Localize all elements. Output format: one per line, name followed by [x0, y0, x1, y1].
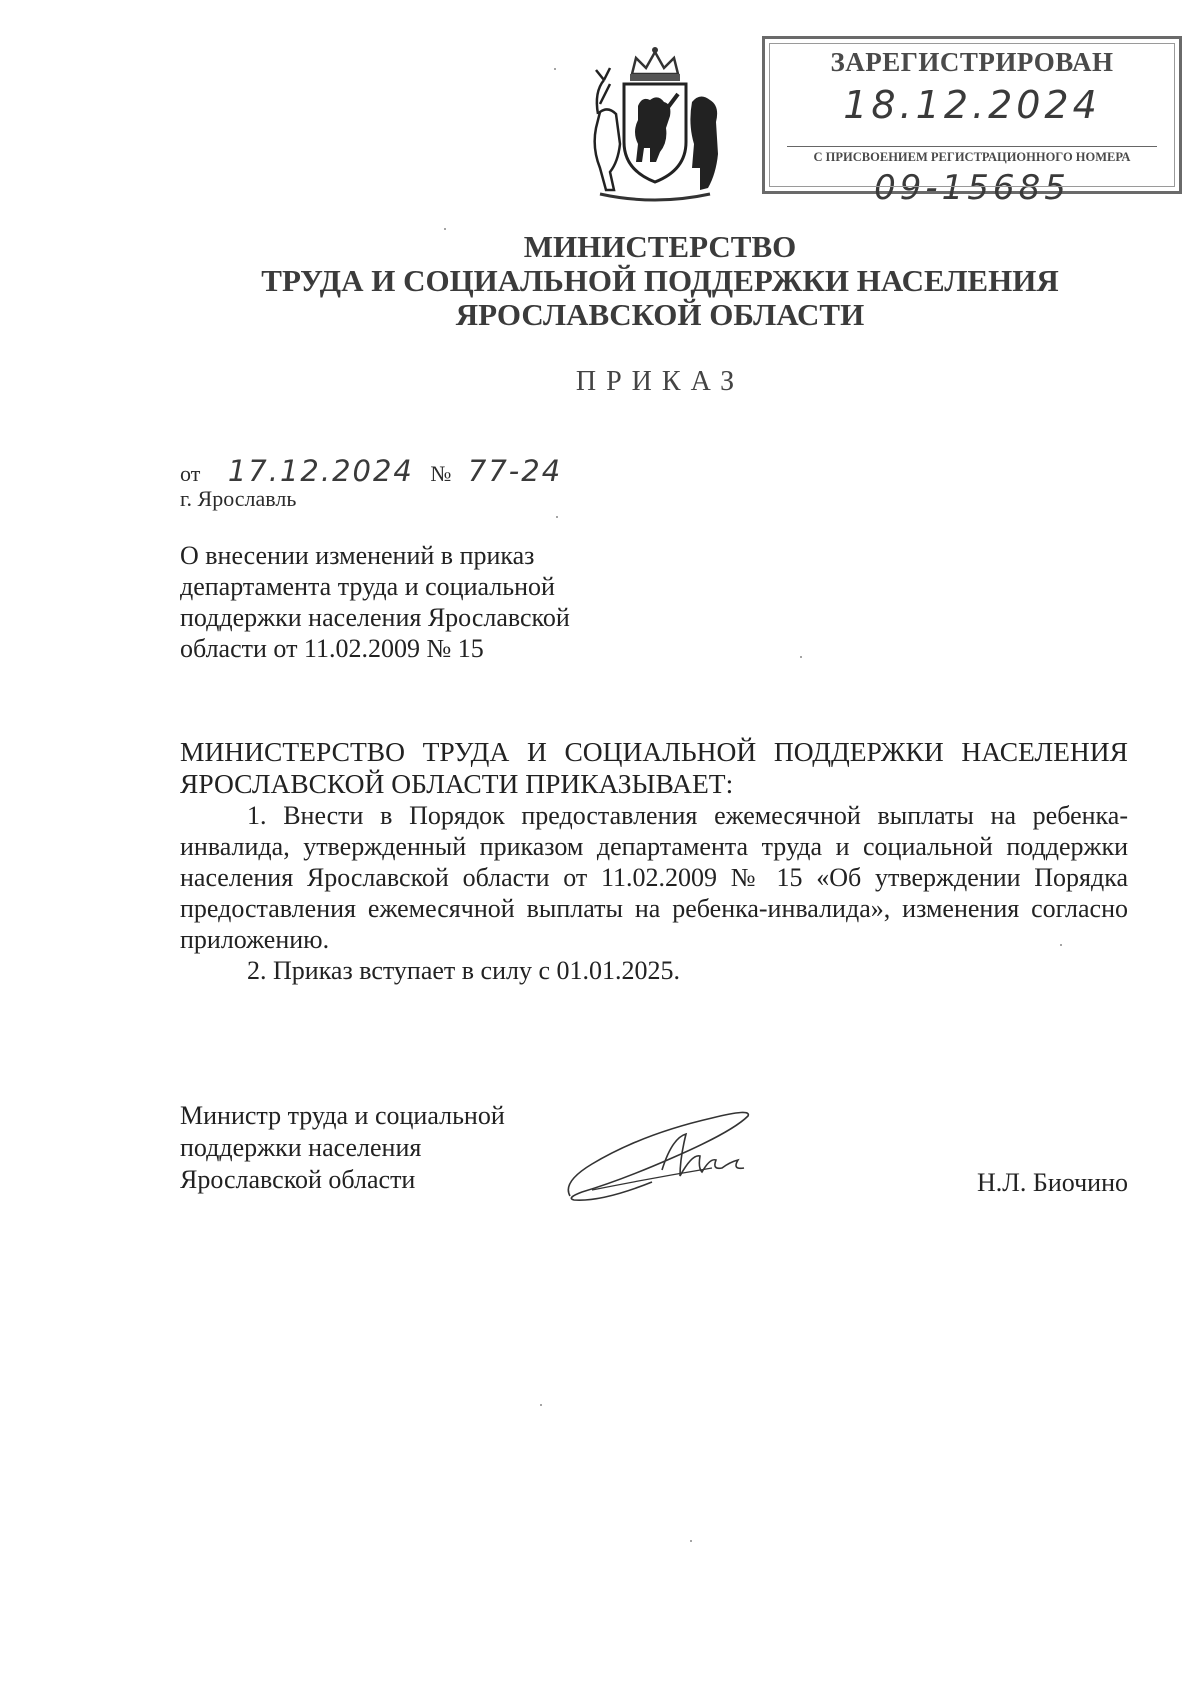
subject-line: поддержки населения Ярославской [180, 603, 570, 632]
stamp-divider [787, 146, 1157, 147]
order-number: 77-24 [467, 454, 563, 488]
scan-speck [540, 1404, 542, 1406]
signatory-title [180, 1100, 560, 1196]
handwritten-signature [562, 1098, 772, 1208]
ministry-header [0, 230, 1200, 332]
ministry-line-1: МИНИСТЕРСТВО [523, 229, 797, 264]
signatory-name: Н.Л. Биочино [977, 1168, 1128, 1197]
scan-speck [554, 68, 556, 70]
order-heading [180, 736, 1128, 800]
order-city: г. Ярославль [180, 486, 297, 511]
order-body [180, 736, 1128, 986]
document-type: ПРИКАЗ [575, 366, 745, 397]
order-item-2: 2. Приказ вступает в силу с 01.01.2025. [247, 956, 681, 985]
signatory-title-line: Министр труда и социальной [180, 1101, 505, 1130]
order-item-1: 1. Внести в Порядок предоставления ежемесячной выплаты на ребенка-инвалида, утвержденный приказом департамента труда и социальной поддержки населения Ярославской области от 11.02.2009 № 15 «Об утверждении Порядка предоставления ежемесячной выплаты на ребенка-инвалида», изменения согласно приложению. [180, 801, 1128, 954]
scan-speck [556, 516, 558, 518]
order-heading-line: ЯРОСЛАВСКОЙ ОБЛАСТИ ПРИКАЗЫВАЕТ: [180, 768, 734, 799]
order-date: 17.12.2024 [227, 454, 414, 488]
coat-of-arms-emblem [580, 44, 730, 204]
registration-stamp [762, 36, 1182, 208]
order-heading-line: МИНИСТЕРСТВО ТРУДА И СОЦИАЛЬНОЙ ПОДДЕРЖКИ НАСЕЛЕНИЯ [180, 736, 1128, 767]
stamp-date: 18.12.2024 [843, 83, 1101, 127]
subject-line: департамента труда и социальной [180, 572, 555, 601]
scan-speck [800, 656, 802, 658]
order-date-line [180, 454, 562, 488]
stamp-caption: С ПРИСВОЕНИЕМ РЕГИСТРАЦИОННОГО НОМЕРА [813, 150, 1131, 164]
subject-line: О внесении изменений в приказ [180, 541, 535, 570]
date-prefix: от [180, 461, 201, 486]
ministry-line-3: ЯРОСЛАВСКОЙ ОБЛАСТИ [455, 297, 865, 332]
stamp-title: ЗАРЕГИСТРИРОВАН [830, 47, 1114, 77]
scan-speck [1060, 944, 1062, 946]
ministry-line-2: ТРУДА И СОЦИАЛЬНОЙ ПОДДЕРЖКИ НАСЕЛЕНИЯ [261, 263, 1059, 298]
signatory-title-line: Ярославской области [180, 1165, 416, 1194]
scan-speck [444, 228, 446, 230]
subject-line: области от 11.02.2009 № 15 [180, 634, 484, 663]
order-subject [180, 540, 620, 664]
stamp-registration-number: 09-15685 [874, 168, 1070, 208]
number-prefix: № [430, 461, 452, 486]
scan-speck [690, 1540, 692, 1542]
signatory-title-line: поддержки населения [180, 1133, 422, 1162]
